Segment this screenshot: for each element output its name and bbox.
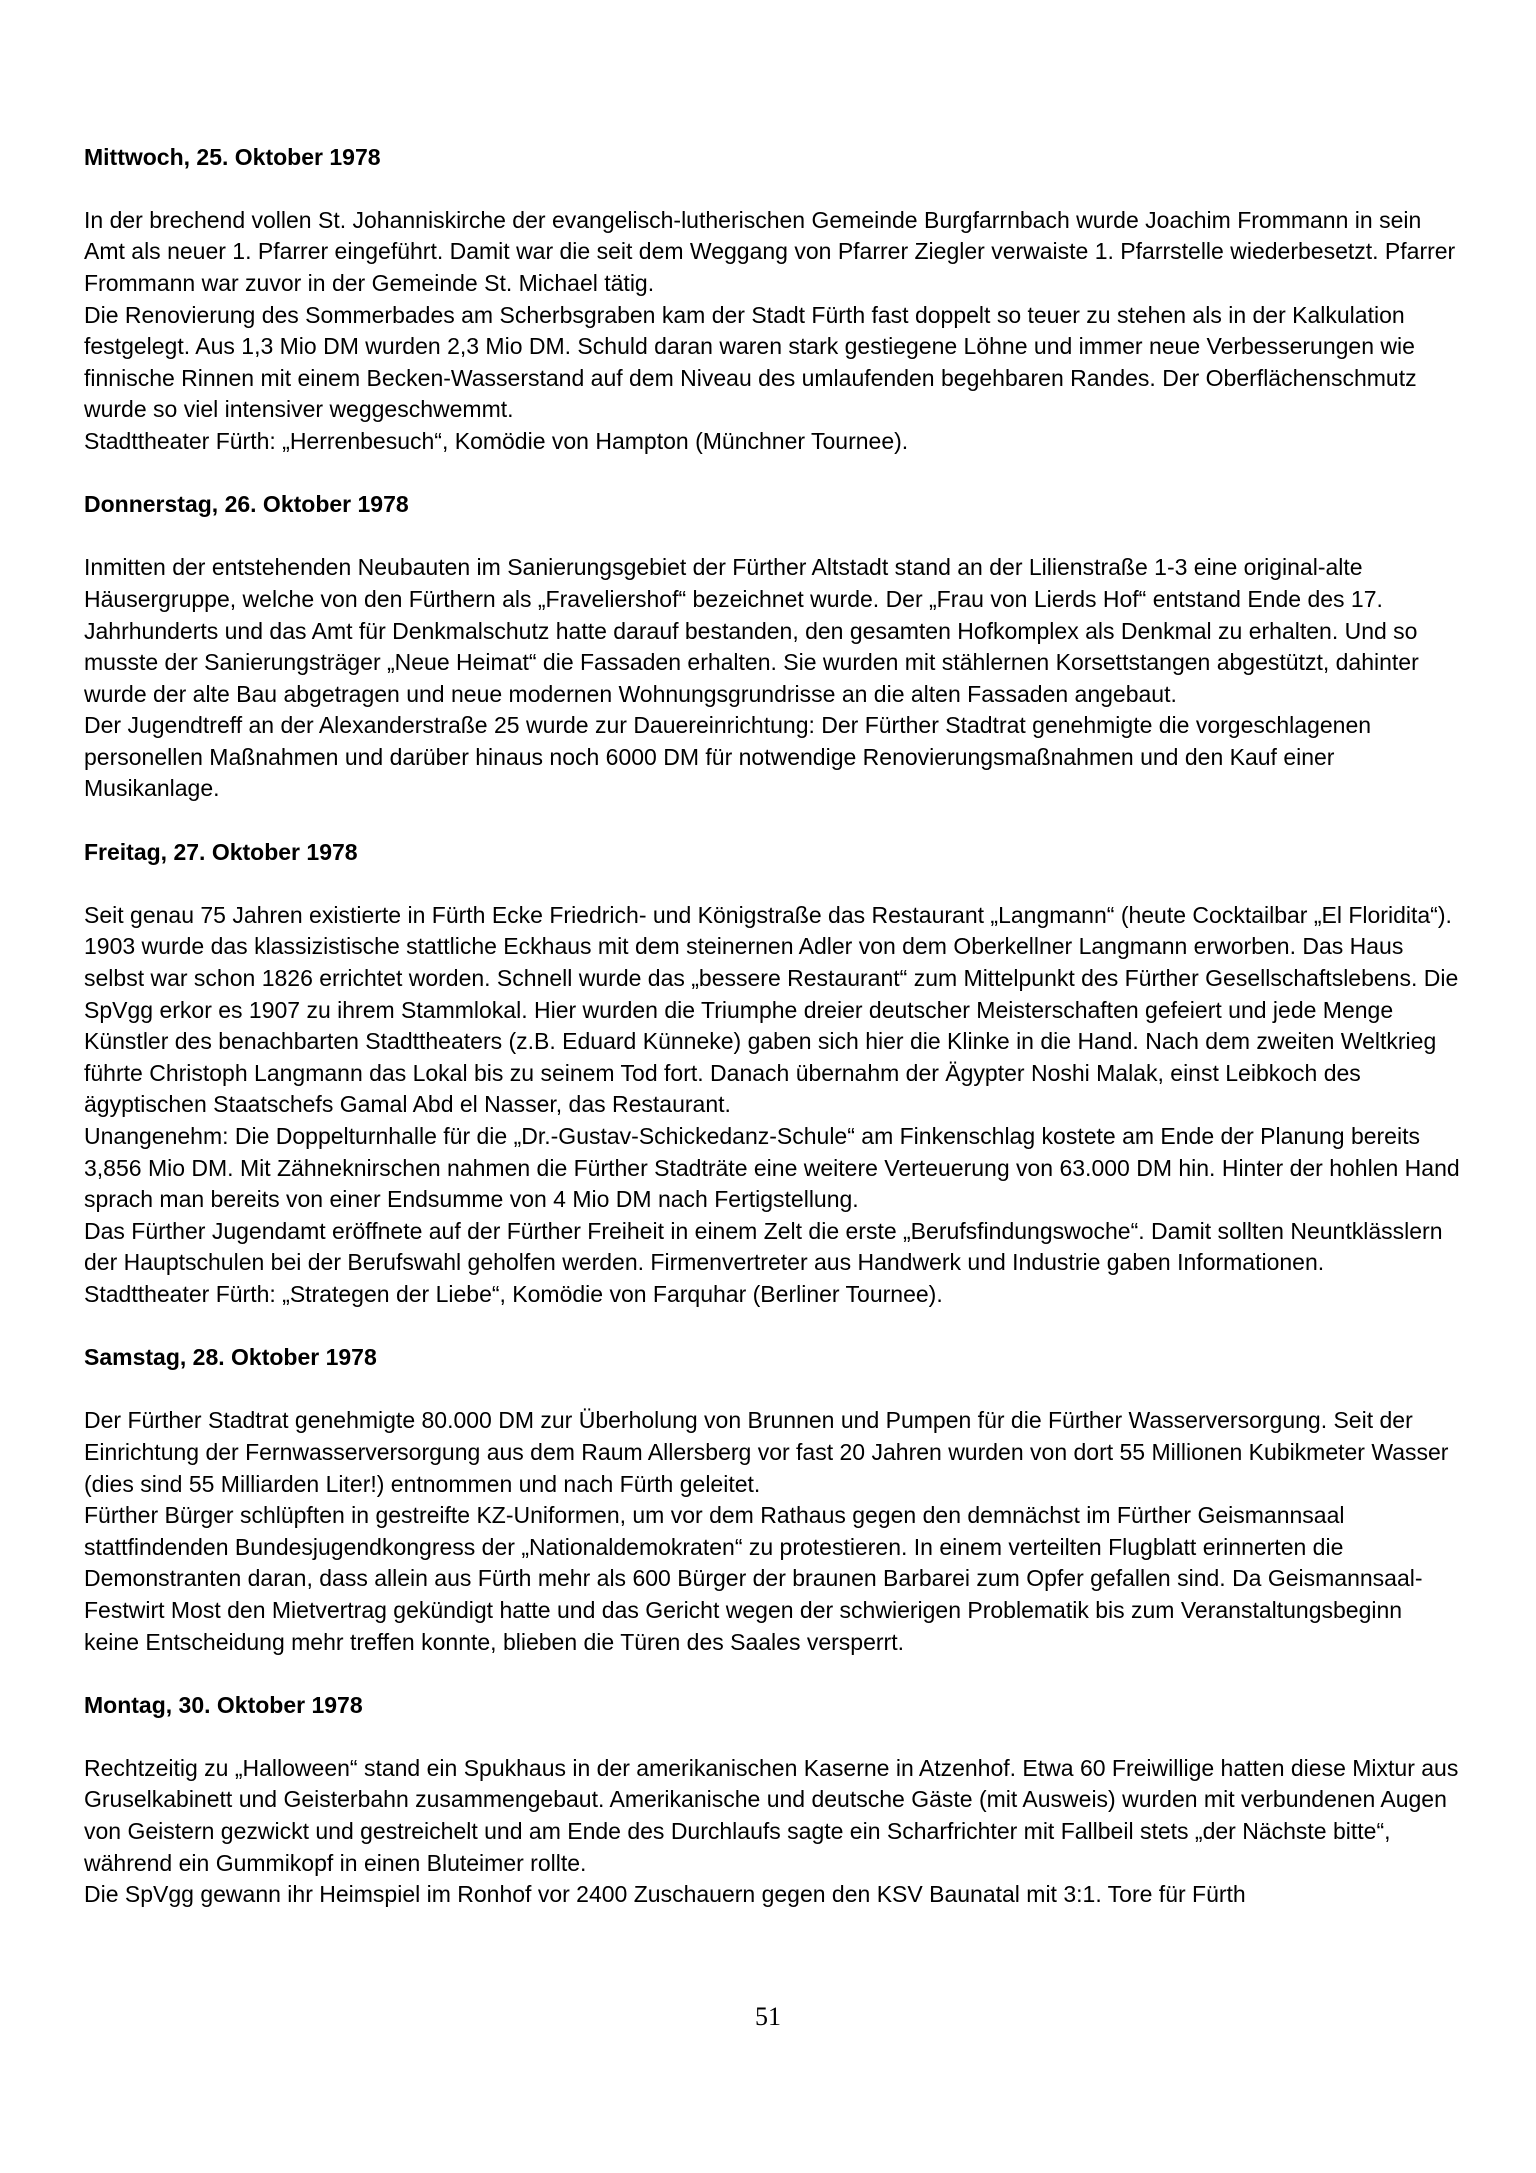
day-heading: Samstag, 28. Oktober 1978: [84, 1344, 377, 1371]
paragraph: Fürther Bürger schlüpften in gestreifte KZ-Uniformen, um vor dem Rathaus gegen den demnächst im Fürther Geismannsaal stattfindenden Bundesjugendkongress der „Nationaldemokraten“ zu protestieren. In einem verteilten Flugblatt erinnerten die Demonstranten daran, dass allein aus Fürth mehr als 600 Bürger der braunen Barbarei zum Opfer gefallen sind. Da Geismannsaal-Festwirt Most den Mietvertrag gekündigt hatte und das Gericht wegen der schwierigen Problematik bis zum Veranstaltungsbeginn keine Entscheidung mehr treffen konnte, blieben die Türen des Saales versperrt.: [84, 1502, 1423, 1655]
day-heading: Mittwoch, 25. Oktober 1978: [84, 143, 381, 170]
day-heading: Donnerstag, 26. Oktober 1978: [84, 491, 409, 518]
day-heading: Montag, 30. Oktober 1978: [84, 1691, 363, 1718]
day-section: [84, 837, 1462, 1311]
paragraph: Die SpVgg gewann ihr Heimspiel im Ronhof vor 2400 Zuschauern gegen den KSV Baunatal mit 3:1. Tore für Fürth: [84, 1881, 1246, 1908]
paragraph: Inmitten der entstehenden Neubauten im Sanierungsgebiet der Fürther Altstadt stand an der Lilienstraße 1-3 eine original-alte Häusergruppe, welche von den Fürthern als „Fraveliershof“ bezeichnet wurde. Der „Frau von Lierds Hof“ entstand Ende des 17. Jahrhunderts und das Amt für Denkmalschutz hatte darauf bestanden, den gesamten Hofkomplex als Denkmal zu erhalten. Und so musste der Sanierungsträger „Neue Heimat“ die Fassaden erhalten. Sie wurden mit stählernen Korsettstangen abgestützt, dahinter wurde der alte Bau abgetragen und neue modernen Wohnungsgrundrisse an die alten Fassaden angebaut.: [84, 554, 1419, 707]
paragraph: In der brechend vollen St. Johanniskirche der evangelisch-lutherischen Gemeinde Burgfarrnbach wurde Joachim Frommann in sein Amt als neuer 1. Pfarrer eingeführt. Damit war die seit dem Weggang von Pfarrer Ziegler verwaiste 1. Pfarrstelle wiederbesetzt. Pfarrer Frommann war zuvor in der Gemeinde St. Michael tätig.: [84, 206, 1456, 296]
paragraph: Unangenehm: Die Doppelturnhalle für die „Dr.-Gustav-Schickedanz-Schule“ am Finkenschlag kostete am Ende der Planung bereits 3,856 Mio DM. Mit Zähneknirschen nahmen die Fürther Stadträte eine weitere Verteuerung von 63.000 DM hin. Hinter der hohlen Hand sprach man bereits von einer Endsumme von 4 Mio DM nach Fertigstellung.: [84, 1123, 1460, 1213]
paragraph: Der Fürther Stadtrat genehmigte 80.000 DM zur Überholung von Brunnen und Pumpen für die Fürther Wasserversorgung. Seit der Einrichtung der Fernwasserversorgung aus dem Raum Allersberg vor fast 20 Jahren wurden von dort 55 Millionen Kubikmeter Wasser (dies sind 55 Milliarden Liter!) entnommen und nach Fürth geleitet.: [84, 1407, 1449, 1497]
paragraph: Der Jugendtreff an der Alexanderstraße 25 wurde zur Dauereinrichtung: Der Fürther Stadtrat genehmigte die vorgeschlagenen personellen Maßnahmen und darüber hinaus noch 6000 DM für notwendige Renovierungsmaßnahmen und den Kauf einer Musikanlage.: [84, 712, 1372, 802]
paragraph: Die Renovierung des Sommerbades am Scherbsgraben kam der Stadt Fürth fast doppelt so teuer zu stehen als in der Kalkulation festgelegt. Aus 1,3 Mio DM wurden 2,3 Mio DM. Schuld daran waren stark gestiegene Löhne und immer neue Verbesserungen wie finnische Rinnen mit einem Becken-Wasserstand auf dem Niveau des umlaufenden begehbaren Randes. Der Oberflächenschmutz wurde so viel intensiver weggeschwemmt.: [84, 301, 1417, 423]
day-section: [84, 489, 1462, 805]
paragraph: Stadttheater Fürth: „Herrenbesuch“, Komödie von Hampton (Münchner Tournee).: [84, 427, 909, 454]
day-section: [84, 1342, 1462, 1658]
paragraph: Das Fürther Jugendamt eröffnete auf der Fürther Freiheit in einem Zelt die erste „Berufsfindungswoche“. Damit sollten Neuntklässlern der Hauptschulen bei der Berufswahl geholfen werden. Firmenvertreter aus Handwerk und Industrie gaben Informationen.: [84, 1217, 1443, 1276]
day-section: [84, 142, 1462, 458]
page-number: 51: [755, 2002, 781, 2031]
paragraph: Stadttheater Fürth: „Strategen der Liebe“, Komödie von Farquhar (Berliner Tournee).: [84, 1280, 943, 1307]
paragraph: Rechtzeitig zu „Halloween“ stand ein Spukhaus in der amerikanischen Kaserne in Atzenhof. Etwa 60 Freiwillige hatten diese Mixtur aus Gruselkabinett und Geisterbahn zusammengebaut. Amerikanische und deutsche Gäste (mit Ausweis) wurden mit verbundenen Augen von Geistern gezwickt und gestreichelt und am Ende des Durchlaufs sagte ein Scharfrichter mit Fallbeil stets „der Nächste bitte“, während ein Gummikopf in einen Bluteimer rollte.: [84, 1754, 1459, 1876]
paragraph: Seit genau 75 Jahren existierte in Fürth Ecke Friedrich- und Königstraße das Restaurant „Langmann“ (heute Cocktailbar „El Floridita“). 1903 wurde das klassizistische stattliche Eckhaus mit dem steinernen Adler von dem Oberkellner Langmann erworben. Das Haus selbst war schon 1826 errichtet worden. Schnell wurde das „bessere Restaurant“ zum Mittelpunkt des Fürther Gesellschaftslebens. Die SpVgg erkor es 1907 zu ihrem Stammlokal. Hier wurden die Triumphe dreier deutscher Meisterschaften gefeiert und jede Menge Künstler des benachbarten Stadttheaters (z.B. Eduard Künneke) gaben sich hier die Klinke in die Hand. Nach dem zweiten Weltkrieg führte Christoph Langmann das Lokal bis zu seinem Tod fort. Danach übernahm der Ägypter Noshi Malak, einst Leibkoch des ägyptischen Staatschefs Gamal Abd el Nasser, das Restaurant.: [84, 901, 1459, 1118]
document-content: [84, 110, 1462, 1911]
day-section: [84, 1690, 1462, 1911]
day-heading: Freitag, 27. Oktober 1978: [84, 838, 358, 865]
